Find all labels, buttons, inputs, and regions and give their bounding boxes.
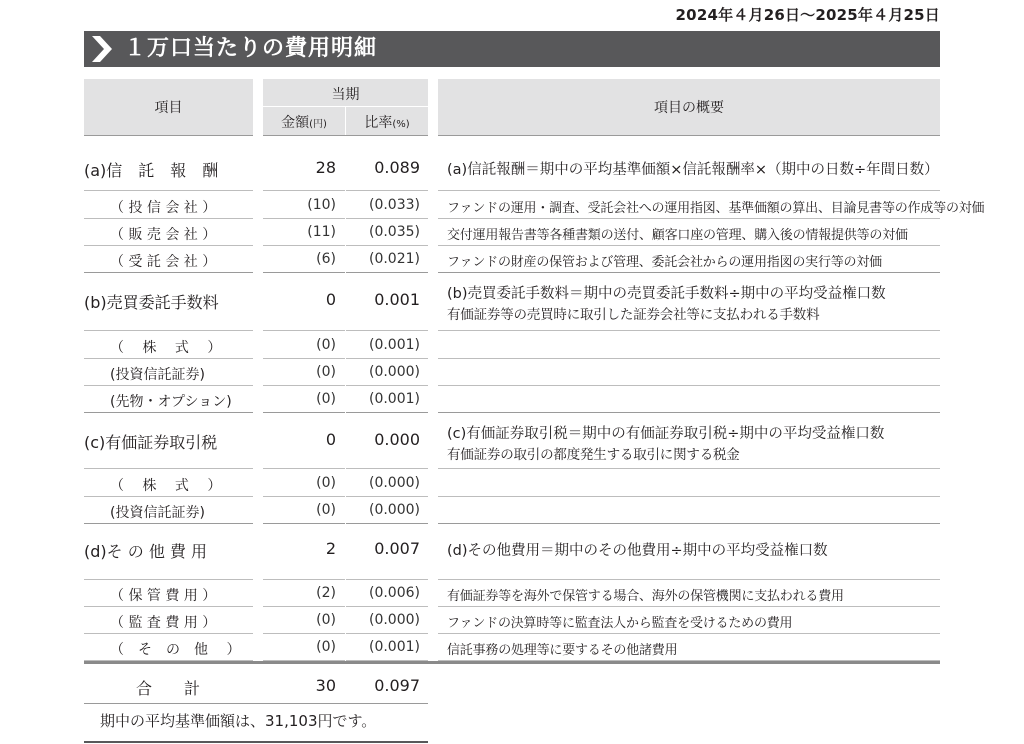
amount-value: (0) [316,337,336,353]
amount-value: (0) [316,475,336,491]
footnote-bottom-rule [84,741,428,743]
row-rule [84,412,253,413]
row-rule [346,330,428,331]
row-rule [438,468,940,469]
row-rule [263,496,345,497]
ratio-value: 0.089 [374,158,420,177]
header-current-period: 当期 [331,87,360,103]
ratio-value: (0.000) [368,364,420,380]
cost-item-label: (b)売買委託手数料 [84,293,219,312]
amount-value: 0 [325,430,336,449]
row-rule [438,606,940,607]
row-rule [263,606,345,607]
amount-value: (0) [316,639,336,655]
total-rule [84,661,940,664]
row-rule [346,468,428,469]
cost-item-label: (d)そ の 他 費 用 [84,542,207,561]
section-title: １万口当たりの費用明細 [124,36,378,61]
row-rule [346,579,428,580]
amount-value: (6) [316,251,336,267]
row-rule [438,272,940,273]
row-rule [84,330,253,331]
header-item: 項目 [154,100,183,116]
cost-subitem-label: (投資信託証券) [110,505,205,521]
row-rule [84,272,253,273]
amount-value: (0) [316,391,336,407]
row-rule [346,496,428,497]
cost-subitem-label: (先物・オプション) [110,394,232,410]
summary-description: 有価証券等を海外で保管する場合、海外の保管機関に支払われる費用 [447,589,844,604]
cost-subitem-label: （ 監 査 費 用 ） [110,615,217,631]
cost-subitem-label: （ 投 信 会 社 ） [110,200,217,216]
ratio-value: (0.035) [368,224,420,240]
row-rule [438,523,940,524]
row-rule [346,412,428,413]
summary-description: 交付運用報告書等各種書類の送付、顧客口座の管理、購入後の情報提供等の対価 [447,228,908,243]
cost-item-label: (c)有価証券取引税 [84,433,218,452]
row-rule [346,190,428,191]
row-rule [84,385,253,386]
row-rule [346,272,428,273]
row-rule [438,496,940,497]
summary-description: 有価証券の取引の都度発生する取引に関する税金 [447,447,740,463]
row-rule [346,245,428,246]
header-rule [438,135,940,136]
cost-subitem-label: (投資信託証券) [110,367,205,383]
header-amount: 金額(円) [281,115,327,131]
cost-item-label: (a)信 託 報 酬 [84,161,219,180]
row-rule [346,218,428,219]
row-rule [263,218,345,219]
row-rule [84,579,253,580]
ratio-value: (0.033) [368,197,420,213]
row-rule [84,606,253,607]
row-rule [84,523,253,524]
cost-subitem-label: （ 販 売 会 社 ） [110,227,217,243]
summary-description: ファンドの運用・調査、受託会社への運用指図、基準価額の算出、目論見書等の作成等の対価 [447,201,985,216]
chevron-right-icon [90,36,112,62]
cost-subitem-label: （ 保 管 費 用 ） [110,588,217,604]
summary-formula: (d)その他費用＝期中のその他費用÷期中の平均受益権口数 [447,543,828,559]
summary-description: ファンドの決算時等に監査法人から監査を受けるための費用 [447,616,793,631]
ratio-value: (0.001) [368,639,420,655]
row-rule [263,523,345,524]
ratio-value: (0.000) [368,612,420,628]
amount-value: (11) [307,224,336,240]
summary-formula: (b)売買委託手数料＝期中の売買委託手数料÷期中の平均受益権口数 [447,286,886,302]
row-rule [263,579,345,580]
row-rule [263,385,345,386]
row-rule [438,330,940,331]
row-rule [263,272,345,273]
ratio-value: (0.021) [368,251,420,267]
total-bottom-rule [84,703,428,704]
summary-formula: (a)信託報酬＝期中の平均基準価額×信託報酬率×（期中の日数÷年間日数） [447,162,939,178]
summary-description: 信託事務の処理等に要するその他諸費用 [447,643,678,658]
amount-value: 28 [315,158,336,177]
amount-value: (2) [316,585,336,601]
amount-value: (0) [316,612,336,628]
row-rule [438,190,940,191]
amount-value: (0) [316,502,336,518]
ratio-value: (0.000) [368,502,420,518]
row-rule [438,218,940,219]
ratio-value: 0.000 [374,430,420,449]
total-amount: 30 [315,676,336,695]
header-ratio: 比率(%) [364,115,410,131]
row-rule [346,606,428,607]
summary-description: 有価証券等の売買時に取引した証券会社等に支払われる手数料 [447,307,820,323]
ratio-value: 0.007 [374,539,420,558]
period-range: 2024年４月26日～2025年４月25日 [675,6,940,24]
row-rule [84,496,253,497]
ratio-value: (0.000) [368,475,420,491]
total-label: 合 計 [136,679,201,698]
amount-value: (10) [307,197,336,213]
row-rule [438,385,940,386]
row-rule [84,218,253,219]
row-rule [438,245,940,246]
row-rule [346,385,428,386]
summary-formula: (c)有価証券取引税＝期中の有価証券取引税÷期中の平均受益権口数 [447,426,885,442]
total-ratio: 0.097 [374,676,420,695]
amount-value: 2 [325,539,336,558]
summary-description: ファンドの財産の保管および管理、委託会社からの運用指図の実行等の対価 [447,255,882,270]
amount-value: 0 [325,290,336,309]
row-rule [84,190,253,191]
row-rule [263,330,345,331]
row-rule [84,245,253,246]
row-rule [84,633,253,634]
row-rule [346,358,428,359]
ratio-value: (0.001) [368,337,420,353]
row-rule [438,579,940,580]
row-rule [346,633,428,634]
cost-subitem-label: （ そ の 他 ） [110,642,241,658]
row-rule [346,523,428,524]
row-rule [263,190,345,191]
row-rule [263,468,345,469]
row-rule [263,245,345,246]
ratio-value: (0.006) [368,585,420,601]
footnote: 期中の平均基準価額は、31,103円です。 [100,712,377,730]
amount-value: (0) [316,364,336,380]
row-rule [438,633,940,634]
ratio-value: (0.001) [368,391,420,407]
ratio-value: 0.001 [374,290,420,309]
row-rule [438,412,940,413]
header-rule [263,135,428,136]
cost-subitem-label: （ 株 式 ） [110,340,222,356]
row-rule [438,358,940,359]
row-rule [263,358,345,359]
cost-subitem-label: （ 受 託 会 社 ） [110,254,217,270]
row-rule [84,358,253,359]
cost-subitem-label: （ 株 式 ） [110,478,222,494]
row-rule [263,633,345,634]
section-title-bar [84,31,940,67]
header-summary: 項目の概要 [654,100,724,116]
row-rule [263,412,345,413]
header-rule [84,135,253,136]
row-rule [84,468,253,469]
